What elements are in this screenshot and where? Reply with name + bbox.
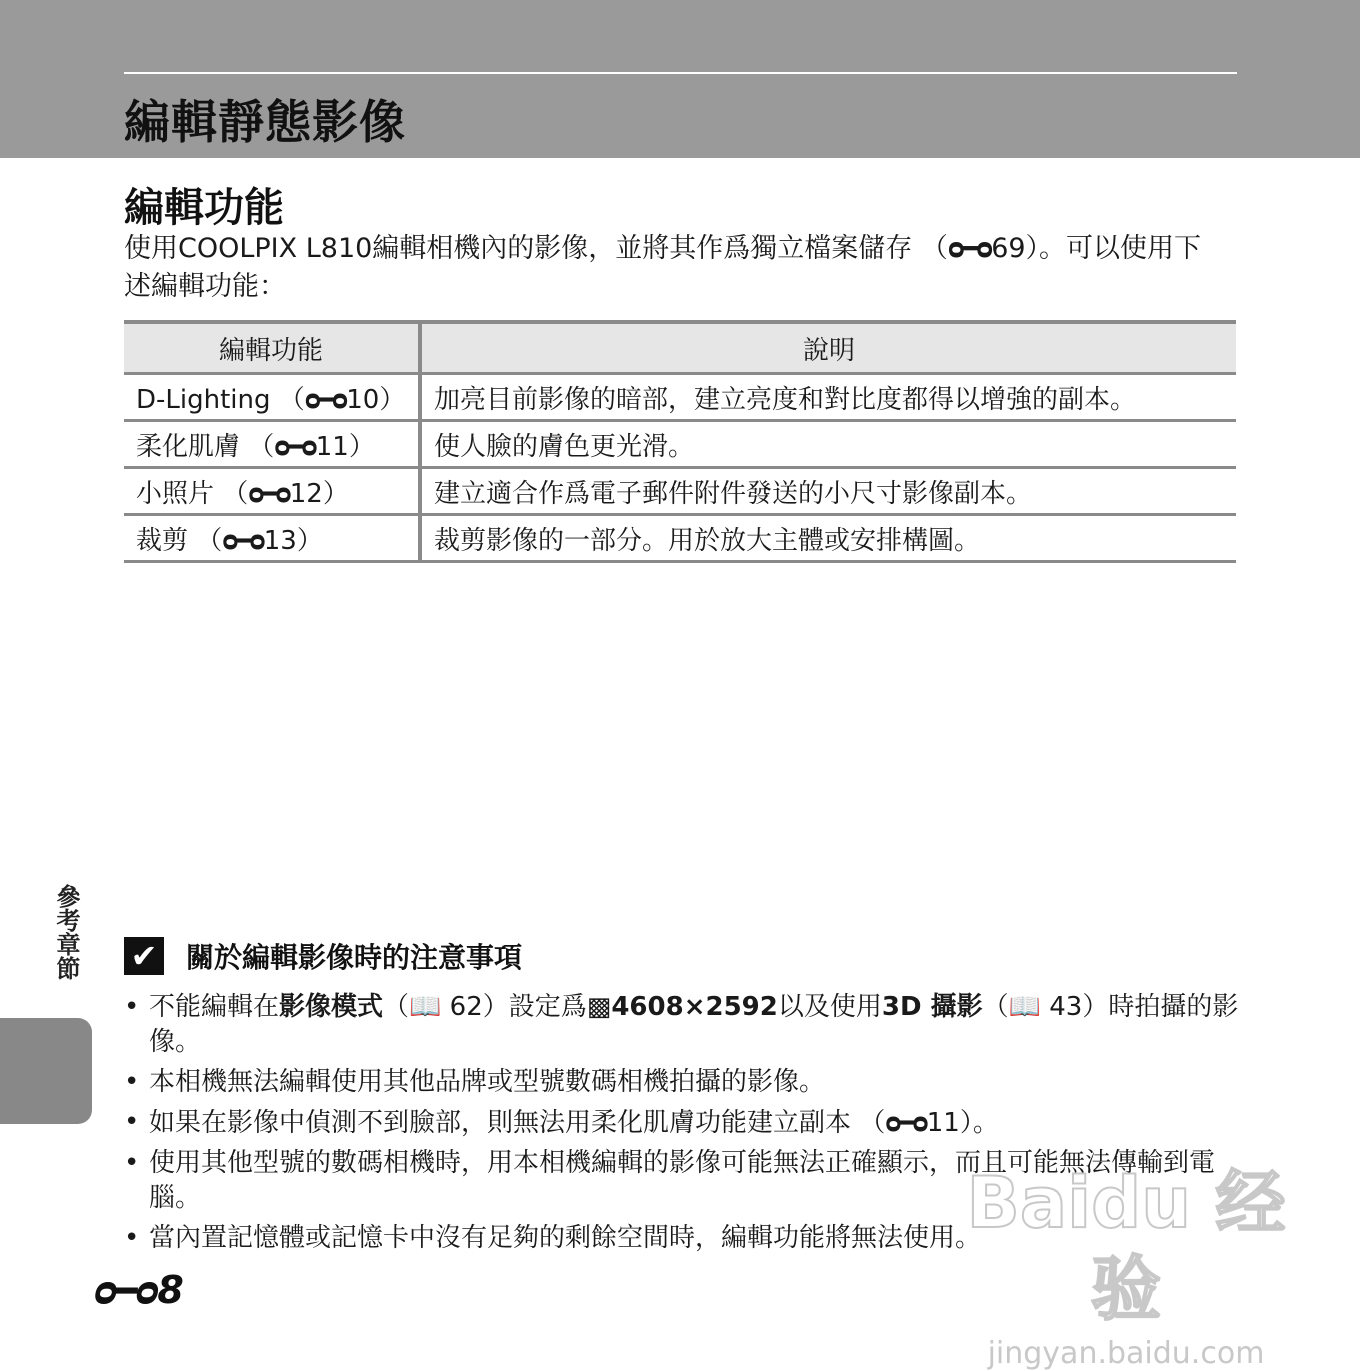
function-ref-page: 11 [315,431,349,462]
side-tab-label: 參考章節 [52,884,80,980]
watermark-logo: Baidu 经验 [966,1162,1286,1330]
checkmark-icon: ✔ [124,937,164,975]
list-item: • 使用其他型號的數碼相機時，用本相機編輯的影像可能無法正確顯示，而且可能無法傳輸到電腦。 [124,1146,1239,1216]
page-title: 編輯靜態影像 [124,95,406,149]
table-row [124,421,1236,468]
table-row [124,515,1236,562]
note-text: 如果在影像中偵測不到臉部，則無法用柔化肌膚功能建立副本 （ [149,1108,886,1138]
side-chapter-tab [0,1018,92,1124]
reference-section-icon: ᴑ━ᴑ [248,478,290,508]
reference-section-icon: ᴑ━ᴑ [947,234,992,264]
reference-section-icon: ᴑ━ᴑ [274,431,316,461]
reference-section-icon: ᴑ━ᴑ [94,1270,158,1312]
table-row [124,468,1236,515]
header-rule [124,72,1237,74]
table-cell-description: 建立適合作爲電子郵件附件發送的小尺寸影像副本。 [420,468,1236,515]
table-cell-description: 裁剪影像的一部分。用於放大主體或安排構圖。 [420,515,1236,562]
intro-text-after: ）。可以使用下述編輯功能： [124,233,1202,302]
section-title: 編輯功能 [124,185,284,231]
function-ref-page: 10 [346,384,380,415]
reference-section-icon: ᴑ━ᴑ [222,525,264,555]
page-number [94,1268,182,1312]
list-item: • 當內置記憶體或記憶卡中沒有足夠的剩餘空間時，編輯功能將無法使用。 [124,1221,1239,1256]
note-text: 以及使用 [777,992,882,1022]
function-ref-page: 12 [289,478,323,509]
table-cell-description: 使人臉的膚色更光滑。 [420,421,1236,468]
note-heading [124,936,1239,976]
intro-paragraph [124,230,1224,306]
table-header-function: 編輯功能 [124,322,420,374]
note-bold-text: 4608×2592 [611,992,778,1022]
watermark-url: jingyan.baidu.com [987,1336,1265,1371]
list-item: • 本相機無法編輯使用其他品牌或型號數碼相機拍攝的影像。 [124,1065,1239,1100]
note-bold-text: 3D 攝影 [881,992,983,1022]
table-cell-function: D-Lighting （ᴑ━ᴑ10） [124,374,420,421]
function-name: 裁剪 （ [136,525,223,556]
function-ref-page: 13 [263,525,297,556]
list-item [124,990,1239,1060]
page-number-value: 8 [157,1268,182,1312]
note-text: ）。 [959,1108,999,1138]
table-header-row [124,322,1236,374]
reference-section-icon: ᴑ━ᴑ [304,384,347,414]
intro-ref-page: 69 [991,233,1026,264]
reference-section-icon: ᴑ━ᴑ [885,1108,927,1137]
note-heading-text: 關於編輯影像時的注意事項 [186,941,523,974]
intro-text-before: 使用COOLPIX L810編輯相機內的影像，並將其作爲獨立檔案儲存 （ [124,233,948,264]
edit-functions-table [124,320,1236,563]
image-size-icon: ▩ [586,992,612,1022]
table-cell-function: 柔化肌膚 （ᴑ━ᴑ11） [124,421,420,468]
function-name: D-Lighting （ [136,384,305,415]
note-bold-text: 影像模式 [279,992,384,1022]
note-text: 不能編輯在 [149,992,280,1022]
function-name: 小照片 （ [136,478,249,509]
note-text: （📖 62）設定爲 [383,992,587,1022]
table-header-description: 說明 [420,322,1236,374]
table-cell-function: 裁剪 （ᴑ━ᴑ13） [124,515,420,562]
table-cell-description: 加亮目前影像的暗部，建立亮度和對比度都得以增強的副本。 [420,374,1236,421]
table-row [124,374,1236,421]
note-text: （📖 43）時拍攝的影像。 [149,992,1239,1057]
list-item [124,1105,1239,1141]
note-ref-page: 11 [926,1108,960,1138]
table-cell-function: 小照片 （ᴑ━ᴑ12） [124,468,420,515]
function-name: 柔化肌膚 （ [136,431,275,462]
watermark [966,1160,1286,1371]
